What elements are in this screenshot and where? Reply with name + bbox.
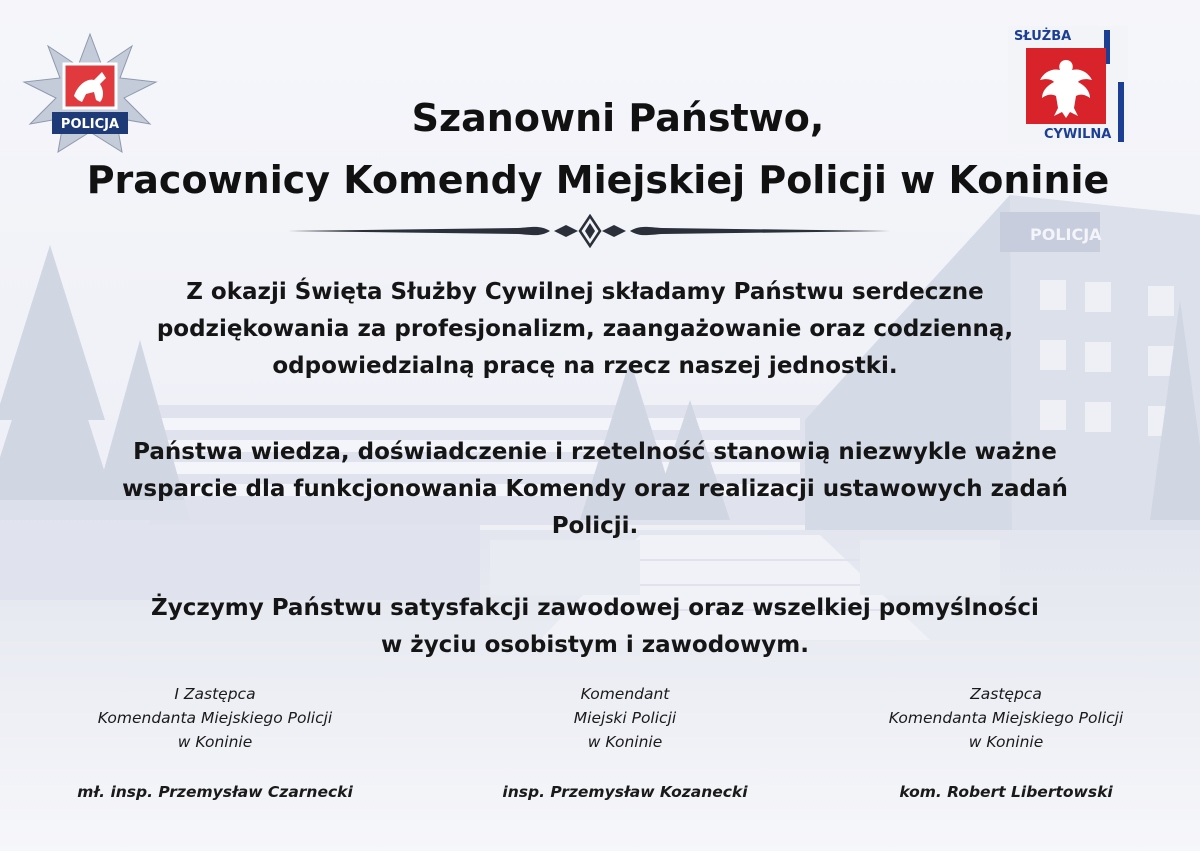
paragraph-wishes <box>40 590 1150 664</box>
signature-commander <box>465 682 785 804</box>
paragraph-greeting <box>30 274 1140 385</box>
signature-title-line: Miejski Policji <box>573 709 677 727</box>
signature-title-line: Komendant <box>580 685 670 703</box>
paragraph-line: Życzymy Państwu satysfakcji zawodowej oraz wszelkiej pomyślności <box>151 595 1039 621</box>
paragraph-line: Z okazji Święta Służby Cywilnej składamy Państwu serdeczne <box>186 279 984 305</box>
heading-line-1: Szanowni Państwo, <box>411 96 825 140</box>
paragraph-line: Policji. <box>551 513 639 539</box>
signature-first-deputy <box>55 682 375 804</box>
paragraph-line: podziękowania za profesjonalizm, zaangażowanie oraz codzienną, <box>156 316 1014 342</box>
signature-title-line: w Koninie <box>968 733 1044 751</box>
signature-deputy <box>846 682 1166 804</box>
heading-line-2: Pracownicy Komendy Miejskiej Policji w Koninie <box>86 158 1110 202</box>
paragraph-line: w życiu osobistym i zawodowym. <box>381 632 809 658</box>
paragraph-line: odpowiedzialną pracę na rzecz naszej jednostki. <box>272 353 898 379</box>
paragraph-line: wsparcie dla funkcjonowania Komendy oraz realizacji ustawowych zadań <box>122 476 1068 502</box>
signature-name: mł. insp. Przemysław Czarnecki <box>77 783 353 801</box>
ornament-divider <box>288 214 892 248</box>
signature-title-line: I Zastępca <box>174 685 256 703</box>
paragraph-line: Państwa wiedza, doświadczenie i rzetelność stanowią niezwykle ważne <box>133 439 1057 465</box>
building-sign-text: POLICJA <box>1030 225 1102 244</box>
signature-name: insp. Przemysław Kozanecki <box>502 783 748 801</box>
signature-title-line: w Koninie <box>177 733 253 751</box>
signature-title-line: Komendanta Miejskiego Policji <box>888 709 1124 727</box>
civil-logo-top-text: SŁUŻBA <box>1014 29 1072 44</box>
civil-logo-bottom-text: CYWILNA <box>1044 127 1112 142</box>
signature-name: kom. Robert Libertowski <box>899 783 1113 801</box>
signature-title-line: Komendanta Miejskiego Policji <box>97 709 333 727</box>
police-logo-text: POLICJA <box>60 117 120 132</box>
paragraph-appreciation <box>40 434 1150 545</box>
signature-title-line: w Koninie <box>587 733 663 751</box>
signature-title-line: Zastępca <box>970 685 1042 703</box>
